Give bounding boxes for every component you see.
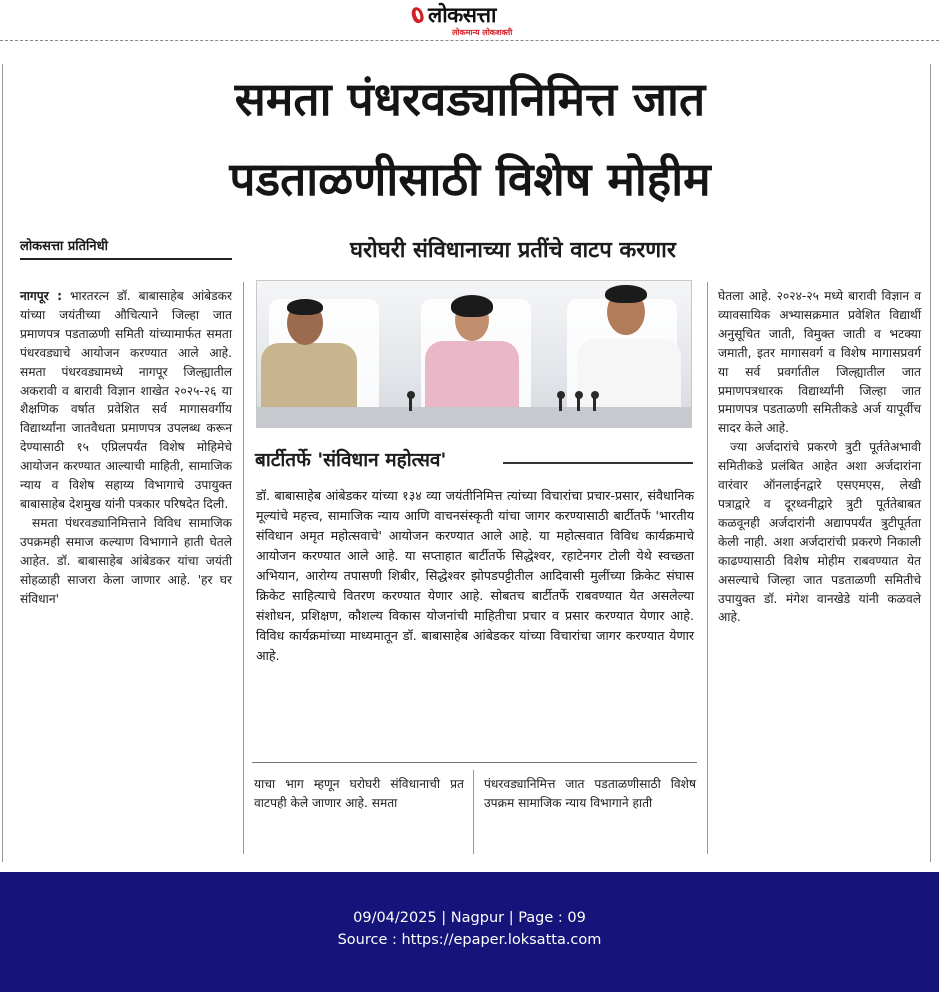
left-paragraph-1 — [20, 287, 232, 514]
column-rule-right — [707, 282, 708, 854]
bottom-column-2: पंधरवड्यानिमित्त जात पडताळणीसाठी विशेष उपक्रम सामाजिक न्याय विभागाने हाती — [484, 777, 696, 810]
left-frame-rule — [2, 64, 3, 862]
newspaper-logo — [410, 4, 496, 26]
footer-date-edition: 09/04/2025 | Nagpur | Page : 09 — [353, 910, 586, 926]
box-bottom-rule — [252, 762, 697, 763]
left-paragraph-2: समता पंधरवड्यानिमित्ताने विविध सामाजिक उपक्रमही समाज कल्याण विभागाने हाती घेतले आहेत. डॉ. बाबासाहेब आंबेडकर यांचा जयंती सोहळाही साजरा केला जाणार आहे. 'हर घर संविधान' — [20, 515, 232, 606]
footer-bar — [0, 872, 939, 992]
logo-text: लोकसत्ता — [428, 2, 496, 27]
left-column — [20, 287, 232, 608]
microphone-stand — [559, 397, 562, 411]
box-title-rule — [503, 462, 693, 464]
box-title: बार्टीतर्फे 'संविधान महोत्सव' — [255, 449, 447, 471]
flame-icon — [410, 6, 426, 24]
subheadline: घरोघरी संविधानाच्या प्रतींचे वाटप करणार — [350, 238, 676, 263]
masthead-divider — [0, 40, 939, 41]
byline-rule — [20, 258, 232, 260]
microphone-stand — [577, 397, 580, 411]
column-rule-left — [243, 282, 244, 854]
byline: लोकसत्ता प्रतिनिधी — [20, 239, 108, 254]
press-conference-photo — [256, 280, 692, 428]
bottom-column-1: याचा भाग म्हणून घरोघरी संविधानाची प्रत वाटपही केले जाणार आहे. समता — [254, 777, 464, 810]
right-paragraph-1: घेतला आहे. २०२४-२५ मध्ये बारावी विज्ञान व व्यावसायिक अभ्यासक्रमात प्रवेशित विद्यार्थी अनुसूचित जाती, विमुक्त जाती व भटक्या जमाती, इतर मागासवर्ग व विशेष मागासप्रवर्ग या सर्व प्रवर्गातील जिल्ह्यातील जात प्रमाणपत्रधारक विद्यार्थ्यांनी जिल्हा जात प्रमाणपत्र पडताळणी समितीकडे अर्ज यापूर्वीच सादर केले आहे. — [718, 289, 921, 436]
table — [257, 407, 692, 428]
masthead — [0, 0, 939, 44]
left-paragraph-1-text: भारतरत्न डॉ. बाबासाहेब आंबेडकर यांच्या जयंतीच्या औचित्याने जिल्हा जात प्रमाणपत्र पडताळणी समिती यांच्यामार्फत समता पंधरवड्याचे आयोजन करण्यात आले आहे. समता पंधरवड्यामध्ये नागपूर जिल्ह्यातील अकरावी व बारावी विज्ञान शाखेत २०२५-२६ या शैक्षणिक वर्षात प्रवेशित सर्व मागासवर्गीय विद्यार्थ्यांना जातवैधता प्रमाणपत्र उपलब्ध करून देण्यासाठी १५ एप्रिलपर्यंत विशेष मोहिमेचे आयोजन करण्यात आल्याची माहिती, सामाजिक न्याय व विशेष सहाय्य विभागाचे उपायुक्त बाबासाहेब देशमुख यांनी पत्रकार परिषदेत दिली. — [20, 289, 233, 511]
logo-tagline: लोकमान्य लोकशक्ती — [452, 28, 513, 37]
microphone-stand — [409, 397, 412, 411]
column-rule-bottom — [473, 770, 474, 854]
dateline: नागपूर : — [20, 289, 62, 303]
right-column — [718, 287, 921, 627]
headline-line-1: समता पंधरवड्यानिमित्त जात — [234, 72, 706, 126]
headline-line-2: पडताळणीसाठी विशेष मोहीम — [229, 152, 711, 206]
footer-source: Source : https://epaper.loksatta.com — [337, 932, 602, 948]
right-paragraph-2: ज्या अर्जदारांचे प्रकरणे त्रुटी पूर्ततेअभावी समितीकडे प्रलंबित आहेत अशा अर्जदारांना वारंवार ऑनलाईनद्वारे एसएमएस, लेखी पत्राद्वारे व दूरध्वनीद्वारे त्रुटी पूर्ततेबाबत कळवूनही अर्जदारांनी अद्यापपर्यंत त्रुटीपूर्तता केली नाही. अशा अर्जदारांची प्रकरणे निकाली काढण्यासाठी विशेष मोहीम राबवण्यात येत असल्याचे जिल्हा जात पडताळणी समितीचे उपायुक्त डॉ. मंगेश वानखेडे यांनी कळवले आहे. — [718, 440, 921, 625]
microphone-stand — [593, 397, 596, 411]
box-text: डॉ. बाबासाहेब आंबेडकर यांच्या १३४ व्या जयंतीनिमित्त त्यांच्या विचारांचा प्रचार-प्रसार, संवैधानिक मूल्यांचे महत्त्व, सामाजिक न्याय आणि वाचनसंस्कृती यांचा जागर करण्यासाठी बार्टीतर्फे 'भारतीय संविधान अमृत महोत्सवाचे' आयोजन करण्यात आले आहे. या महोत्सवात विविध कार्यक्रमाचे आयोजन करण्यात आले आहे. या सप्ताहात बार्टीतर्फे सिद्धेश्वर, रहाटेनगर टोली येथे स्वच्छता अभियान, आरोग्य तपासणी शिबीर, सिद्धेश्वर झोपडपट्टीतील आदिवासी मुलींच्या क्रिकेट संघास क्रिकेट साहित्याचे वितरण करण्यात येणार आहे. सोबतच बार्टीतर्फे राबवण्यात येत असलेल्या संशोधन, प्रशिक्षण, कौशल्य विकास योजनांची माहितीचा प्रचार व प्रसार करण्यात येणार आहे. विविध कार्यक्रमांच्या माध्यमातून डॉ. बाबासाहेब आंबेडकर यांच्या विचारांचा जागर करण्यात येणार आहे. — [256, 488, 694, 663]
right-frame-rule — [930, 64, 931, 862]
